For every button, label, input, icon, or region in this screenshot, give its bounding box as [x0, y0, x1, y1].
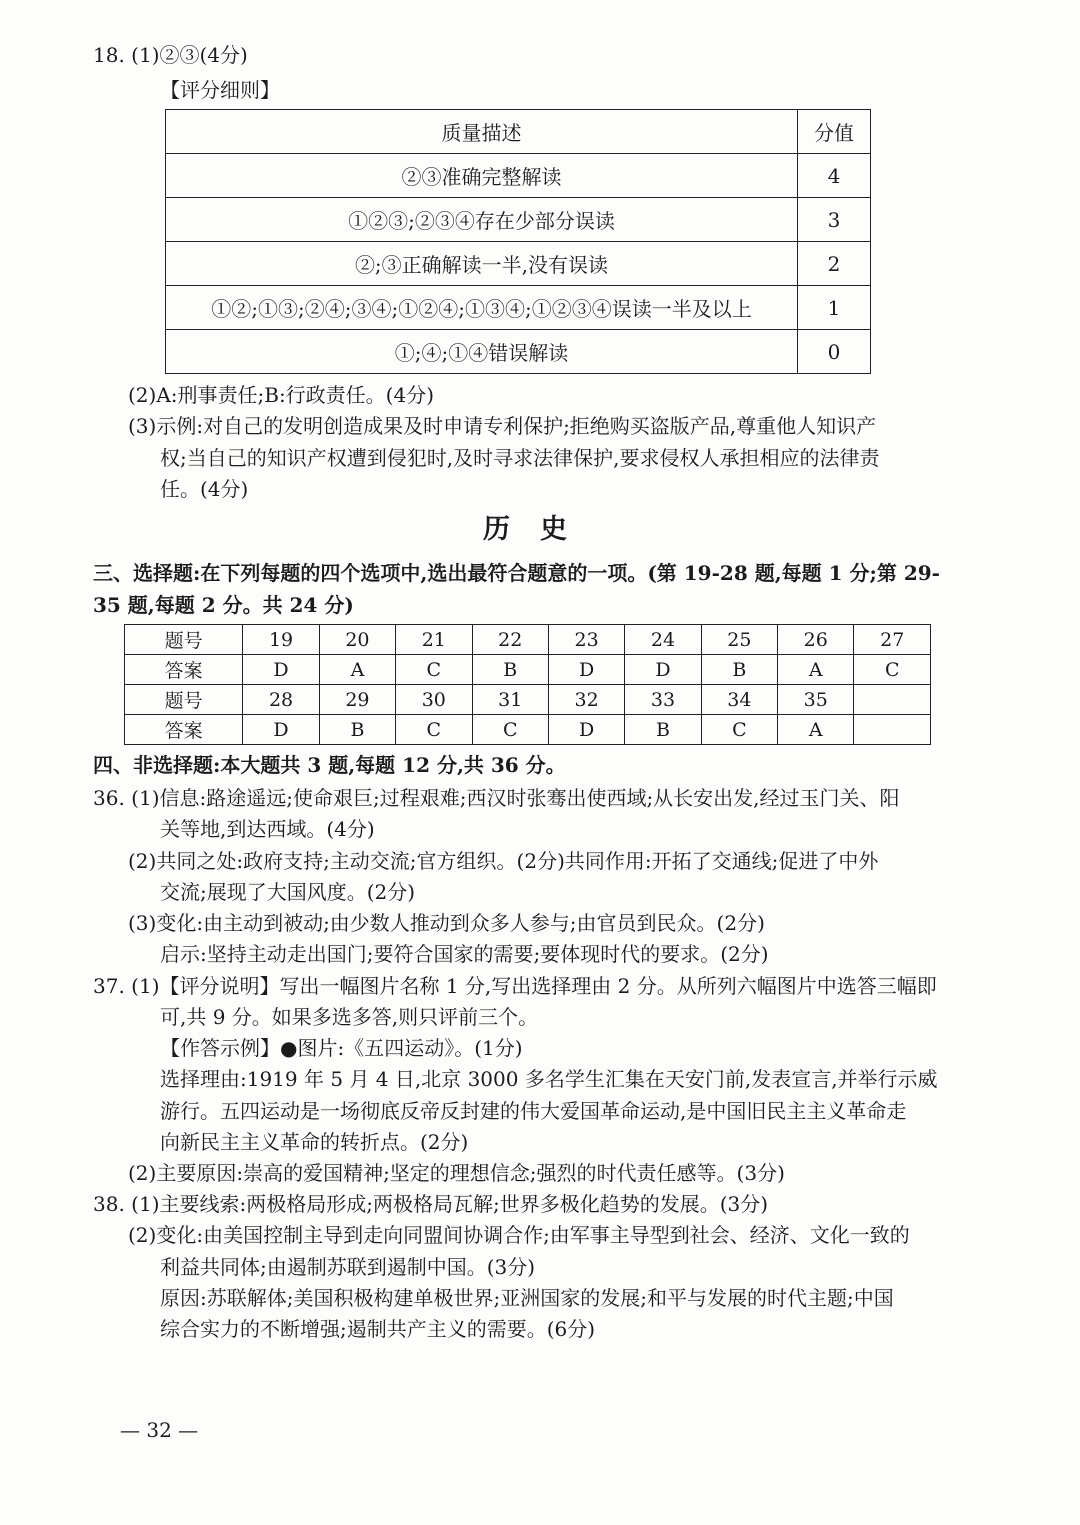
section4-heading: 四、非选择题:本大题共 3 题,每题 12 分,共 36 分。 [93, 753, 566, 777]
answer-table-row [125, 685, 931, 715]
answer-cell: D [548, 715, 624, 745]
answer-cell: 32 [548, 685, 624, 715]
q38-line: 利益共同体;由遏制苏联到遏制中国。(3分) [160, 1255, 536, 1279]
rubric-header-row [166, 110, 871, 154]
answer-cell: 31 [472, 685, 548, 715]
answer-cell: D [625, 655, 701, 685]
answer-cell: 21 [396, 625, 472, 655]
rubric-row [166, 286, 871, 330]
q38-line: 原因:苏联解体;美国积极构建单极世界;亚洲国家的发展;和平与发展的时代主题;中国 [160, 1286, 894, 1310]
answer-cell: 答案 [125, 715, 243, 745]
q37-line: 可,共 9 分。如果多选多答,则只评前三个。 [160, 1005, 539, 1029]
rubric-score: 1 [798, 286, 871, 330]
answer-cell: 30 [396, 685, 472, 715]
answer-cell: 35 [778, 685, 854, 715]
rubric-label: 【评分细则】 [160, 78, 280, 102]
q18-part3-line: 任。(4分) [160, 477, 249, 501]
rubric-desc: ②;③正确解读一半,没有误读 [166, 242, 798, 286]
answer-cell: 20 [319, 625, 395, 655]
answer-cell: D [243, 715, 319, 745]
answer-table-row [125, 625, 931, 655]
answer-cell: 题号 [125, 625, 243, 655]
rubric-desc: ②③准确完整解读 [166, 154, 798, 198]
q36-line: 36. (1)信息:路途遥远;使命艰巨;过程艰难;西汉时张骞出使西域;从长安出发,经过玉门关、阳 [93, 786, 900, 810]
answer-cell: C [396, 715, 472, 745]
answer-cell: 题号 [125, 685, 243, 715]
rubric-row [166, 154, 871, 198]
q36-line: 关等地,到达西域。(4分) [160, 817, 375, 841]
q37-line: 选择理由:1919 年 5 月 4 日,北京 3000 多名学生汇集在天安门前,发表宣言,并举行示威 [160, 1067, 938, 1091]
answer-cell: D [243, 655, 319, 685]
rubric-row [166, 242, 871, 286]
rubric-desc: ①②;①③;②④;③④;①②④;①③④;①②③④误读一半及以上 [166, 286, 798, 330]
answer-cell: A [319, 655, 395, 685]
section3-heading: 三、选择题:在下列每题的四个选项中,选出最符合题意的一项。(第 19-28 题,每题 1 分;第 29- [93, 561, 940, 585]
q36-line: 启示:坚持主动走出国门;要符合国家的需要;要体现时代的要求。(2分) [160, 942, 769, 966]
rubric-score: 3 [798, 198, 871, 242]
history-title: 历史 [483, 514, 597, 545]
answer-cell: 23 [548, 625, 624, 655]
answer-table-row [125, 715, 931, 745]
q36-line: (3)变化:由主动到被动;由少数人推动到众多人参与;由官员到民众。(2分) [128, 911, 765, 935]
q38-line: 综合实力的不断增强;遏制共产主义的需要。(6分) [160, 1317, 596, 1341]
answer-cell [854, 685, 931, 715]
answer-cell: B [319, 715, 395, 745]
rubric-row [166, 198, 871, 242]
page-number: — 32 — [120, 1418, 199, 1442]
answer-cell: 24 [625, 625, 701, 655]
q37-line: 【作答示例】●图片:《五四运动》。(1分) [160, 1036, 523, 1060]
section3-heading-cont: 35 题,每题 2 分。共 24 分) [93, 593, 354, 617]
q18-part3-line: (3)示例:对自己的发明创造成果及时申请专利保护;拒绝购买盗版产品,尊重他人知识产 [128, 414, 877, 438]
answer-cell: 28 [243, 685, 319, 715]
answer-cell: C [854, 655, 931, 685]
rubric-score: 2 [798, 242, 871, 286]
rubric-header-score: 分值 [798, 110, 871, 154]
answer-cell: B [625, 715, 701, 745]
answer-cell: D [548, 655, 624, 685]
q38-line: (2)变化:由美国控制主导到走向同盟间协调合作;由军事主导型到社会、经济、文化一致的 [128, 1223, 910, 1247]
q18-part3-line: 权;当自己的知识产权遭到侵犯时,及时寻求法律保护,要求侵权人承担相应的法律责 [160, 446, 880, 470]
answer-cell: 33 [625, 685, 701, 715]
q18-part2: (2)A:刑事责任;B:行政责任。(4分) [128, 383, 435, 407]
answer-cell: C [396, 655, 472, 685]
answer-cell: C [472, 715, 548, 745]
answer-cell: 25 [701, 625, 777, 655]
answer-cell: 34 [701, 685, 777, 715]
rubric-row [166, 330, 871, 374]
answer-cell: 答案 [125, 655, 243, 685]
q37-line: 向新民主主义革命的转折点。(2分) [160, 1130, 469, 1154]
q37-line: 37. (1)【评分说明】写出一幅图片名称 1 分,写出选择理由 2 分。从所列六幅图片中选答三幅即 [93, 974, 937, 998]
answer-cell: 26 [778, 625, 854, 655]
answer-cell: C [701, 715, 777, 745]
q36-line: (2)共同之处:政府支持;主动交流;官方组织。(2分)共同作用:开拓了交通线;促进了中外 [128, 849, 879, 873]
rubric-table [165, 109, 871, 374]
rubric-desc: ①②③;②③④存在少部分误读 [166, 198, 798, 242]
answer-cell: A [778, 655, 854, 685]
answer-cell: 19 [243, 625, 319, 655]
answer-cell: 29 [319, 685, 395, 715]
q37-line: (2)主要原因:崇高的爱国精神;坚定的理想信念;强烈的时代责任感等。(3分) [128, 1161, 785, 1185]
answer-cell: 27 [854, 625, 931, 655]
answer-cell: 22 [472, 625, 548, 655]
answer-cell [854, 715, 931, 745]
q36-line: 交流;展现了大国风度。(2分) [160, 880, 416, 904]
rubric-header-desc: 质量描述 [166, 110, 798, 154]
answer-cell: A [778, 715, 854, 745]
rubric-score: 4 [798, 154, 871, 198]
rubric-score: 0 [798, 330, 871, 374]
q38-line: 38. (1)主要线索:两极格局形成;两极格局瓦解;世界多极化趋势的发展。(3分) [93, 1192, 769, 1216]
answer-table-row [125, 655, 931, 685]
rubric-desc: ①;④;①④错误解读 [166, 330, 798, 374]
answer-cell: B [472, 655, 548, 685]
answer-table [124, 624, 931, 745]
answer-cell: B [701, 655, 777, 685]
q18-part1: 18. (1)②③(4分) [93, 43, 248, 67]
q37-line: 游行。五四运动是一场彻底反帝反封建的伟大爱国革命运动,是中国旧民主主义革命走 [160, 1099, 907, 1123]
